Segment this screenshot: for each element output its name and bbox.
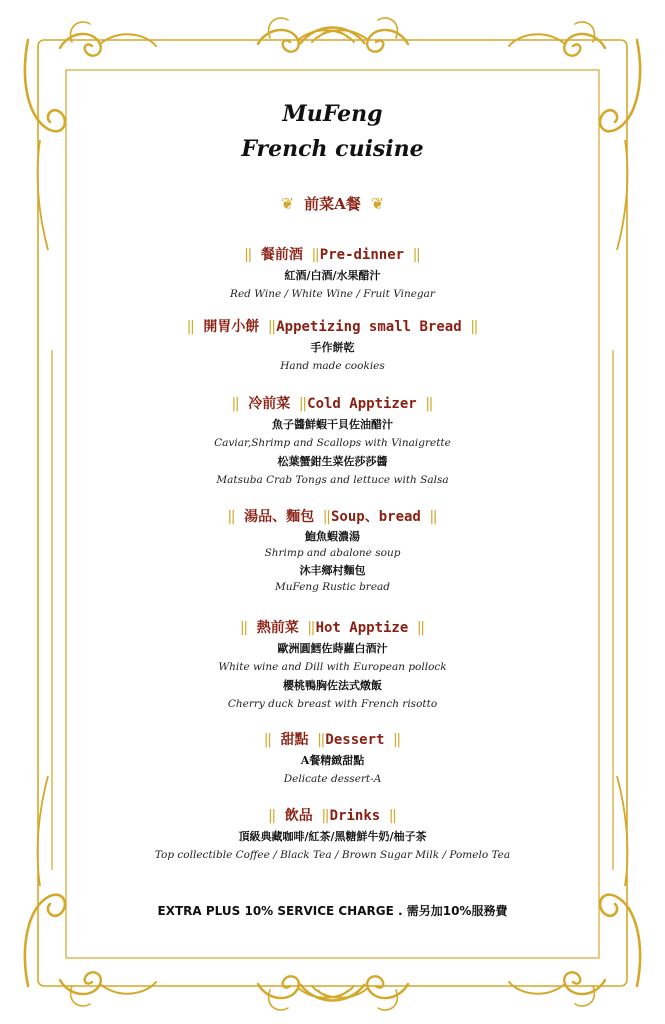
- service-charge-note: EXTRA PLUS 10% SERVICE CHARGE . 需另加10%服務費: [157, 904, 508, 918]
- section-heading: ‖ 餐前酒 ‖Pre-dinner ‖: [244, 247, 421, 263]
- dish-name-en: Matsuba Crab Tongs and lettuce with Salsa: [216, 474, 449, 486]
- menu-section-soup-bread: [0, 506, 665, 596]
- dish-name-zh: 紅酒/白酒/水果醋汁: [284, 269, 381, 282]
- section-heading: ‖ 飲品 ‖Drinks ‖: [267, 808, 398, 824]
- right-ornament-icon: ❦: [370, 194, 385, 213]
- dish-name-zh: 手作餅乾: [310, 341, 355, 354]
- dish-name-en: Delicate dessert-A: [283, 773, 382, 785]
- section-heading: ‖ 甜點 ‖Dessert ‖: [263, 732, 402, 748]
- dish-name-zh: 鮑魚蝦濃湯: [305, 530, 360, 543]
- dish-name-en: Shrimp and abalone soup: [264, 547, 401, 559]
- section-heading: ‖ 湯品、麵包 ‖Soup、bread ‖: [227, 509, 438, 525]
- menu-section-pre-dinner: [0, 244, 665, 303]
- dish-name-en: Hand made cookies: [280, 360, 385, 372]
- dish-name-en: Red Wine / White Wine / Fruit Vinegar: [230, 288, 435, 300]
- section-heading: ‖ 冷前菜 ‖Cold Apptizer ‖: [231, 396, 434, 412]
- dish-name-en: Top collectible Coffee / Black Tea / Brown Sugar Milk / Pomelo Tea: [154, 849, 511, 861]
- menu-section-small-bread: [0, 316, 665, 375]
- menu-section-hot-appetizer: [0, 617, 665, 713]
- brand-subtitle: French cuisine: [241, 136, 424, 162]
- section-heading: ‖ 開胃小餅 ‖Appetizing small Bread ‖: [186, 319, 479, 335]
- dish-name-zh: A餐精緻甜點: [300, 754, 365, 767]
- menu-section-drinks: [0, 805, 665, 864]
- dish-name-zh: 魚子醬鮮蝦干貝佐油醋汁: [272, 418, 393, 431]
- dish-name-en: Caviar,Shrimp and Scallops with Vinaigrette: [214, 437, 451, 449]
- brand-name: MuFeng: [282, 101, 383, 127]
- dish-name-zh: 松葉蟹鉗生菜佐莎莎醬: [277, 455, 388, 468]
- dish-name-en: MuFeng Rustic bread: [274, 581, 391, 593]
- dish-name-zh: 歐洲圓鱈佐蒔蘿白酒汁: [277, 642, 388, 655]
- menu-section-dessert: [0, 729, 665, 788]
- dish-name-en: Cherry duck breast with French risotto: [227, 698, 438, 710]
- dish-name-en: White wine and Dill with European pollock: [218, 661, 447, 673]
- set-menu-title-text: 前菜A餐: [304, 195, 361, 213]
- left-ornament-icon: ❦: [280, 194, 295, 213]
- section-heading: ‖ 熱前菜 ‖Hot Apptize ‖: [239, 620, 426, 636]
- dish-name-zh: 櫻桃鴨胸佐法式燉飯: [283, 679, 382, 692]
- dish-name-zh: 沐丰鄉村麵包: [299, 564, 366, 577]
- set-menu-title: [0, 193, 665, 214]
- dish-name-zh: 頂級典藏咖啡/紅茶/黑糖鮮牛奶/柚子茶: [238, 830, 427, 843]
- menu-section-cold-appetizer: [0, 393, 665, 489]
